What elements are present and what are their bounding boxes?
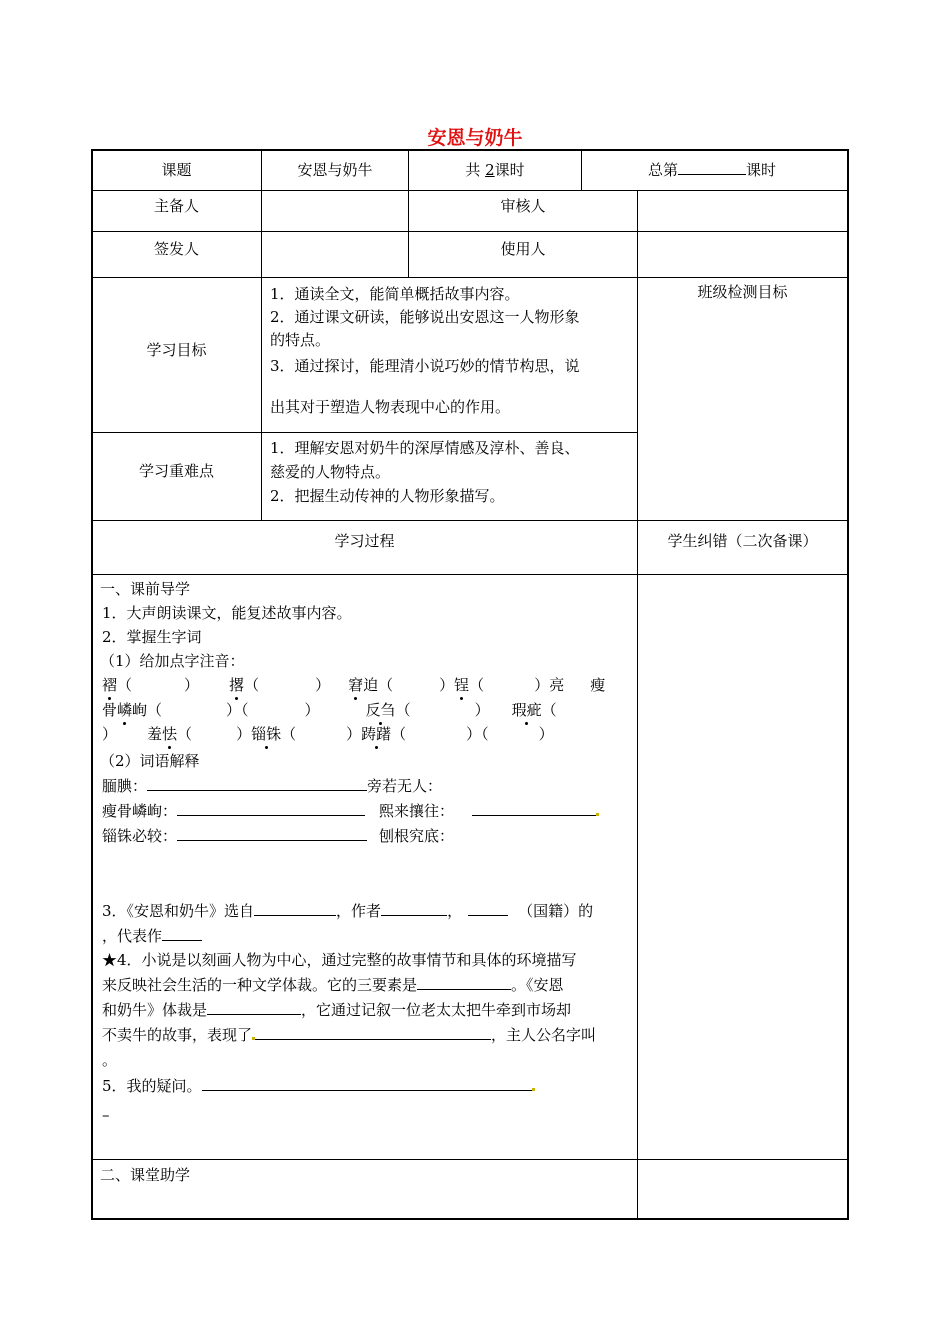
sub-pinyin: （1）给加点字注音：: [100, 652, 245, 670]
elements-blank[interactable]: [417, 973, 511, 990]
page-title: 安恩与奶牛: [427, 127, 523, 149]
goal-line: 的特点。: [270, 331, 331, 349]
dotted-char: 褶: [102, 676, 118, 694]
author-blank[interactable]: [381, 899, 447, 916]
definition-blank[interactable]: [472, 799, 596, 816]
nationality-blank[interactable]: [468, 899, 508, 916]
preparer-label: 主备人: [153, 197, 199, 215]
sub-definitions: （2）词语解释: [100, 752, 200, 770]
question-novel-line: 不卖牛的故事，表现了 ，主人公名字叫: [102, 1023, 596, 1047]
item-read-aloud: 1．大声朗读课文，能复述故事内容。: [102, 604, 352, 622]
key-point-line: 慈爱的人物特点。: [270, 463, 391, 481]
key-points-label: 学习重难点: [138, 462, 214, 480]
star-icon: ★: [102, 951, 118, 969]
item-vocab: 2．掌握生字词: [102, 628, 202, 646]
question-source: 3．《安恩和奶牛》选自 ，作者 ， （国籍）的: [102, 899, 593, 923]
dotted-char: 撂: [229, 676, 245, 694]
pinyin-row: 褶（ ） 撂（ ） 窘迫（ ）锃（ ）亮 瘦: [102, 676, 606, 694]
genre-blank[interactable]: [207, 998, 301, 1015]
key-point-line: 2．把握生动传神的人物形象描写。: [270, 487, 505, 505]
total-hours-blank[interactable]: [678, 158, 746, 175]
definition-row: 腼腆： 旁若无人：: [102, 774, 442, 798]
dotted-char: 踌躇: [361, 725, 392, 743]
dotted-char: 锃: [454, 676, 470, 694]
section-heading: 一、课前导学: [100, 580, 191, 598]
class-target-label: 班级检测目标: [697, 283, 788, 301]
key-point-line: 1．理解安恩对奶牛的深厚情感及淳朴、善良、: [270, 439, 580, 457]
doubt-blank[interactable]: [202, 1074, 532, 1091]
dotted-char: 锱铢: [251, 725, 282, 743]
user-label: 使用人: [500, 240, 546, 258]
issuer-label: 签发人: [153, 240, 199, 258]
pinyin-row: 骨嶙峋（ ）（ ） 反刍（ ） 瑕疵（: [102, 701, 557, 719]
definition-blank[interactable]: [177, 824, 367, 841]
process-label: 学习过程: [334, 532, 395, 550]
correction-label: 学生纠错（二次备课）: [667, 532, 818, 550]
topic-label: 课题: [161, 161, 192, 179]
topic-value: 安恩与奶牛: [297, 161, 373, 179]
definition-row: 锱铢必较： 刨根究底：: [102, 824, 454, 848]
section-heading: 二、课堂助学: [100, 1166, 191, 1184]
pinyin-row: ） 羞怯（ ）锱铢（ ）踌躇（ ）（ ）: [102, 725, 554, 743]
definition-row: 瘦骨嶙峋： 熙来攘往：: [102, 799, 599, 823]
definition-blank[interactable]: [177, 799, 365, 816]
goal-line: 出其对于塑造人物表现中心的作用。: [270, 398, 511, 416]
dotted-char: 怯: [162, 725, 178, 743]
question-doubt: 5．我的疑问。: [102, 1074, 535, 1098]
question-novel-line: 和奶牛》体裁是 ，它通过记叙一位老太太把牛牵到市场却: [102, 998, 571, 1022]
definition-blank[interactable]: [147, 774, 367, 791]
source-blank[interactable]: [254, 899, 336, 916]
question-works: ，代表作: [102, 924, 202, 948]
works-blank[interactable]: [162, 924, 202, 941]
dotted-char: 窘: [348, 676, 364, 694]
theme-blank[interactable]: [255, 1023, 491, 1040]
goal-line: 2．通过课文研读，能够说出安恩这一人物形象: [270, 308, 580, 326]
question-novel: ★4．小说是以刻画人物为中心，通过完整的故事情节和具体的环境描写: [102, 951, 577, 969]
dash-mark: –: [102, 1106, 110, 1124]
goal-line: 1．通读全文，能简单概括故事内容。: [270, 285, 520, 303]
goal-line: 3．通过探讨，能理清小说巧妙的情节构思，说: [270, 357, 580, 375]
reviewer-label: 审核人: [500, 197, 546, 215]
question-novel-line: 。: [102, 1051, 118, 1069]
hours-value: 2: [485, 161, 495, 179]
hours-field: 共 2课时: [465, 161, 525, 179]
question-novel-line: 来反映社会生活的一种文学体裁。它的三要素是 。《安恩: [102, 973, 564, 997]
total-hours-field: 总第 课时: [648, 158, 776, 182]
goals-label: 学习目标: [146, 341, 207, 359]
